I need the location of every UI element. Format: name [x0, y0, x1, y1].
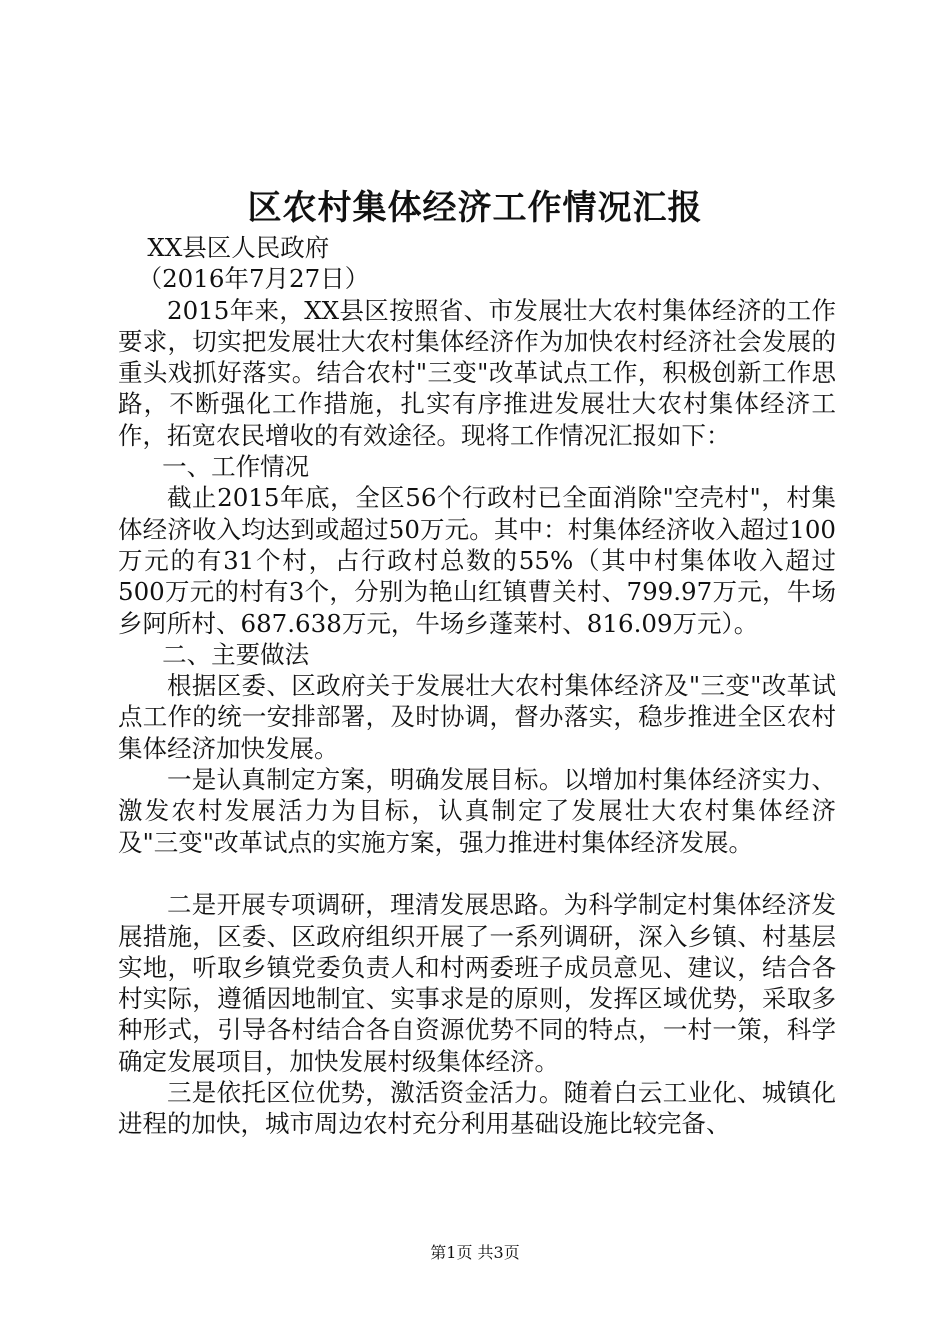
paragraph-gap	[118, 858, 836, 889]
practice-one-paragraph: 一是认真制定方案，明确发展目标。以增加村集体经济实力、激发农村发展活力为目标，认真制定了发展壮大农村集体经济及"三变"改革试点的实施方案，强力推进村集体经济发展。	[118, 765, 836, 857]
section-heading-work-status: 一、工作情况	[162, 452, 310, 482]
date-line: （2016年7月27日）	[137, 264, 370, 294]
practice-three-paragraph: 三是依托区位优势，激活资金活力。随着白云工业化、城镇化进程的加快，城市周边农村充分利用基础设施比较完备、	[118, 1078, 836, 1139]
work-status-paragraph: 截止2015年底，全区56个行政村已全面消除"空壳村"，村集体经济收入均达到或超过50万元。其中：村集体经济收入超过100万元的有31个村，占行政村总数的55%（其中村集体收入超过500万元的村有3个，分别为艳山红镇曹关村、799.97万元，牛场乡阿所村、687.638万元，牛场乡蓬莱村、816.09万元）。	[118, 483, 836, 638]
practices-intro-paragraph: 根据区委、区政府关于发展壮大农村集体经济及"三变"改革试点工作的统一安排部署，及时协调，督办落实，稳步推进全区农村集体经济加快发展。	[118, 671, 836, 763]
practice-two-paragraph: 二是开展专项调研，理清发展思路。为科学制定村集体经济发展措施，区委、区政府组织开展了一系列调研，深入乡镇、村基层实地，听取乡镇党委负责人和村两委班子成员意见、建议，结合各村实际，遵循因地制宜、实事求是的原则，发挥区域优势，采取多种形式，引导各村结合各自资源优势不同的特点，一村一策，科学确定发展项目，加快发展村级集体经济。	[118, 890, 836, 1076]
author-line: XX县区人民政府	[147, 233, 330, 262]
section-heading-main-practices: 二、主要做法	[162, 639, 310, 669]
page-footer: 第1页 共3页	[430, 1243, 520, 1262]
document-title: 区农村集体经济工作情况汇报	[247, 188, 703, 228]
document-body	[118, 232, 836, 1140]
intro-paragraph: 2015年来，XX县区按照省、市发展壮大农村集体经济的工作要求，切实把发展壮大农村集体经济作为加快农村经济社会发展的重头戏抓好落实。结合农村"三变"改革试点工作，积极创新工作思路，不断强化工作措施，扎实有序推进发展壮大农村集体经济工作，拓宽农民增收的有效途径。现将工作情况汇报如下：	[118, 295, 836, 450]
